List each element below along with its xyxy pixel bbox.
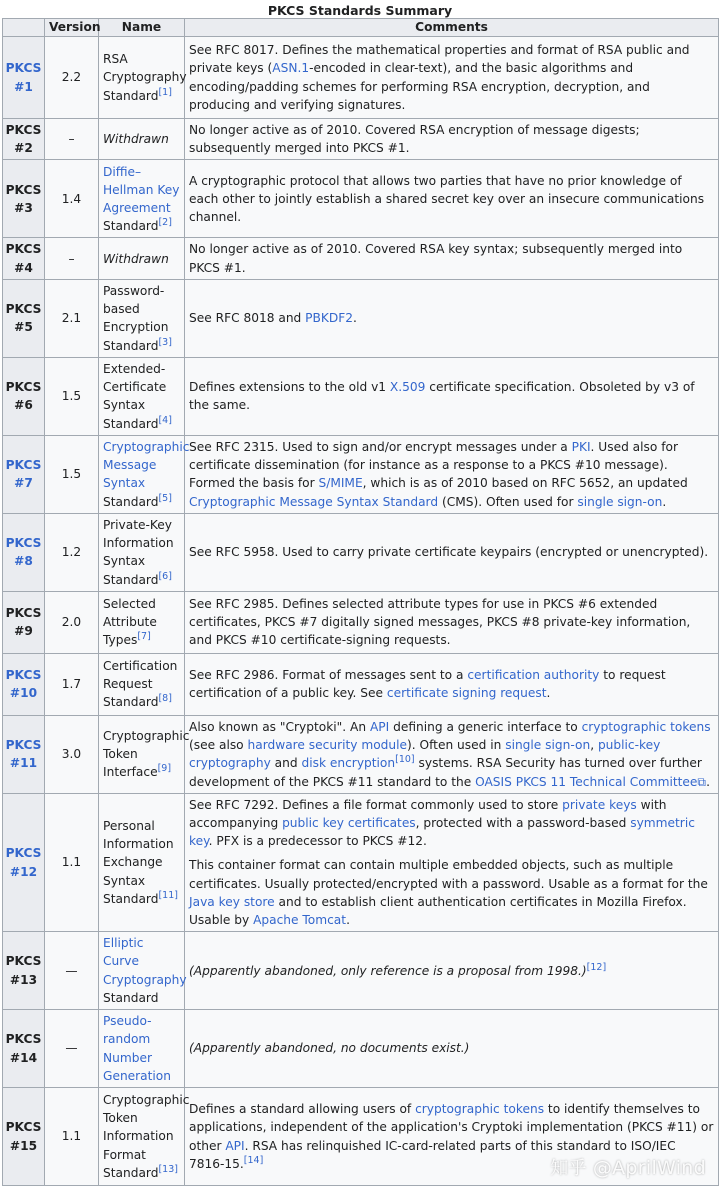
table-row (3, 238, 719, 279)
version-cell: 2.2 (45, 37, 99, 119)
version-cell: – (45, 119, 99, 160)
comment-link[interactable]: cryptographic tokens (415, 1102, 545, 1117)
comment-text: and (270, 756, 302, 771)
pkcs-cell (3, 435, 45, 513)
version-cell: 2.0 (45, 591, 99, 653)
name-cell (99, 715, 190, 793)
pkcs-id: PKCS #13 (5, 954, 42, 987)
comments-cell (185, 932, 719, 1010)
comments-cell (185, 591, 719, 653)
name-cell (99, 160, 185, 238)
comments-cell (185, 119, 719, 160)
table-row (3, 435, 719, 513)
version-cell: 3.0 (45, 715, 99, 793)
name-link[interactable]: Pseudo-random Number Generation (103, 1014, 171, 1083)
name-text: Cryptographic Token Information Format Standard (103, 1093, 190, 1180)
comments-cell (185, 238, 719, 279)
pkcs-cell (3, 513, 45, 591)
pkcs-table (2, 18, 719, 1186)
comment-link[interactable]: cryptographic tokens (581, 719, 711, 734)
comment-text: , (590, 738, 598, 753)
pkcs-cell (3, 238, 45, 279)
pkcs-id: PKCS #4 (5, 242, 42, 275)
comment-text: with accompanying (189, 797, 667, 831)
comment-link[interactable]: X.509 (389, 380, 426, 395)
pkcs-cell (3, 715, 45, 793)
table-row (3, 793, 719, 931)
table-row (3, 279, 719, 357)
citation-link[interactable]: [5] (158, 492, 172, 504)
comment-link[interactable]: Apache Tomcat (253, 913, 347, 928)
name-cell (99, 238, 185, 279)
citation-link[interactable]: [1] (158, 86, 172, 98)
pkcs-id: PKCS #6 (5, 380, 42, 413)
name-link[interactable]: Elliptic Curve Cryptography (103, 936, 187, 987)
table-row (3, 160, 719, 238)
comments-cell (185, 1088, 719, 1186)
comment-text: (Apparently abandoned, only reference is a proposal from 1998.) (189, 963, 587, 978)
version-cell: 1.1 (45, 1088, 99, 1186)
comment-text: . (346, 913, 350, 928)
comment-link[interactable]: hardware security module (247, 738, 407, 753)
comments-cell (185, 653, 719, 715)
pkcs-id-link[interactable]: PKCS #1 (5, 61, 42, 94)
table-row (3, 591, 719, 653)
name-cell (99, 357, 185, 435)
citation-link[interactable]: [7] (137, 631, 151, 643)
comment-link[interactable]: PBKDF2 (305, 311, 354, 326)
comment-text: A cryptographic protocol that allows two parties that have no prior knowledge of each other to jointly establish a shared secret key over an insecure communications channel. (189, 173, 705, 224)
table-row (3, 715, 719, 793)
name-cell (99, 932, 185, 1010)
name-link[interactable]: Cryptographic Message Syntax (103, 439, 190, 491)
header-version[interactable]: Version (45, 19, 99, 37)
comment-text: . Used also for certificate dissemination (for instance as a response to a PKCS #10 message). Formed the basis for (189, 439, 678, 491)
comment-text: systems. RSA Security has turned over further development of the PKCS #11 standard to the (189, 756, 702, 789)
citation-link[interactable]: [2] (158, 217, 172, 229)
name-cell (99, 513, 185, 591)
name-cell (99, 1088, 190, 1186)
pkcs-cell (3, 1010, 45, 1088)
comment-link[interactable]: certification authority (467, 668, 600, 683)
comment-text: See RFC 2986. Format of messages sent to a (189, 668, 468, 683)
pkcs-id-link[interactable]: PKCS #11 (5, 738, 42, 771)
citation-link[interactable]: [8] (158, 693, 172, 705)
pkcs-cell (3, 160, 45, 238)
comment-link[interactable]: PKI (571, 439, 591, 454)
comment-text: , protected with a password-based (415, 816, 631, 831)
name-cell (99, 1010, 185, 1088)
comment-link[interactable]: certificate signing request (386, 686, 547, 701)
pkcs-cell (3, 357, 45, 435)
comment-text: to request certification of a public key. See (189, 668, 666, 701)
table-row (3, 513, 719, 591)
citation-link[interactable]: [4] (158, 414, 172, 426)
pkcs-cell (3, 37, 45, 119)
comment-text: . (546, 686, 551, 701)
pkcs-id-link[interactable]: PKCS #12 (5, 846, 42, 879)
comment-text: -encoded in clear-text), and the basic algorithms and encoding/padding schemes for performing RSA encryption, decryption, and producing and verifying signatures. (189, 61, 650, 112)
name-cell (99, 793, 185, 931)
watermark-handle: @AprilWind (592, 1157, 706, 1180)
comments-paragraph (189, 856, 714, 929)
table-row (3, 1088, 719, 1186)
comment-text: . RSA has relinquished IC-card-related parts of this standard to ISO/IEC 7816-15. (189, 1138, 676, 1171)
comment-link[interactable]: ASN.1 (272, 61, 310, 76)
table-row (3, 932, 719, 1010)
citation-link[interactable]: [14] (243, 1154, 264, 1166)
table-row (3, 357, 719, 435)
comment-text: , which is as of 2010 based on RFC 5652, an updated (362, 476, 688, 491)
name-cell (99, 653, 185, 715)
version-cell: — (45, 1010, 99, 1088)
header-row (3, 19, 719, 37)
name-text: Certification Request Standard (103, 659, 178, 710)
comment-text: Defines a standard allowing users of (189, 1102, 416, 1117)
name-cell (99, 435, 190, 513)
comment-text: No longer active as of 2010. Covered RSA key syntax; subsequently merged into PKCS #1. (189, 242, 683, 275)
pkcs-id: PKCS #14 (5, 1032, 42, 1065)
version-cell: — (45, 932, 99, 1010)
comments-cell (185, 160, 719, 238)
table-body (3, 37, 719, 1186)
comment-text: . (706, 774, 710, 789)
citation-link[interactable]: [12] (586, 961, 607, 973)
comments-cell (185, 357, 719, 435)
comment-link[interactable]: Cryptographic Message Syntax Standard (189, 494, 439, 509)
pkcs-cell (3, 793, 45, 931)
comment-text: See RFC 7292. Defines a file format commonly used to store (189, 797, 563, 812)
header-comments[interactable]: Comments (185, 19, 719, 37)
pkcs-id: PKCS #3 (5, 182, 42, 215)
comment-text: No longer active as of 2010. Covered RSA encryption of message digests; subsequently merged into PKCS #1. (189, 123, 640, 156)
comment-link[interactable]: API (369, 719, 390, 734)
pkcs-id-link[interactable]: PKCS #8 (5, 536, 42, 569)
comment-text: (see also (189, 738, 248, 753)
comment-text: This container format can contain multiple embedded objects, such as multiple certificates. Usually protected/encrypted with a password. Usable as a format for the (189, 858, 708, 891)
comment-link[interactable]: public-key cryptography (189, 738, 661, 771)
comment-text: (Apparently abandoned, no documents exist.) (189, 1041, 470, 1056)
table-row (3, 37, 719, 119)
name-text: Extended-Certificate Syntax Standard (103, 361, 167, 431)
comments-cell (185, 1010, 719, 1088)
pkcs-cell (3, 591, 45, 653)
name-suffix: Standard (103, 219, 159, 234)
version-cell: 1.4 (45, 160, 99, 238)
comment-link[interactable]: disk encryption (301, 756, 396, 771)
table-caption: PKCS Standards Summary (267, 3, 453, 18)
header-name[interactable]: Name (99, 19, 185, 37)
comment-text: Defines extensions to the old v1 (189, 380, 390, 395)
comment-link[interactable]: symmetric key (189, 816, 695, 849)
pkcs-cell (3, 932, 45, 1010)
name-text: Withdrawn (103, 251, 169, 266)
comment-link[interactable]: single sign-on (505, 738, 591, 753)
comments-cell (185, 37, 719, 119)
comment-text: certificate specification. Obsoleted by v3 of the same. (189, 380, 695, 413)
version-cell: 1.1 (45, 793, 99, 931)
name-text: Password-based Encryption Standard (103, 283, 169, 353)
comment-text: Also known as "Cryptoki". An (189, 719, 370, 734)
name-cell (99, 591, 185, 653)
version-cell: 2.1 (45, 279, 99, 357)
name-suffix: Standard (103, 990, 159, 1005)
pkcs-id-link[interactable]: PKCS #7 (5, 458, 42, 491)
pkcs-id: PKCS #9 (5, 606, 42, 639)
version-cell: 1.5 (45, 435, 99, 513)
table-row (3, 119, 719, 160)
citation-link[interactable]: [3] (158, 336, 172, 348)
name-link[interactable]: Diffie–Hellman Key Agreement (103, 164, 180, 215)
comment-link[interactable]: API (225, 1138, 245, 1153)
name-text: Private-Key Information Syntax Standard (103, 517, 174, 587)
table-row (3, 653, 719, 715)
comment-link[interactable]: S/MIME (318, 476, 363, 491)
comment-text: See RFC 5958. Used to carry private certificate keypairs (encrypted or unencrypted). (189, 545, 709, 560)
pkcs-cell (3, 279, 45, 357)
pkcs-cell (3, 119, 45, 160)
comment-link[interactable]: ⧉ (697, 774, 707, 789)
header-pkcs (3, 19, 45, 37)
citation-link[interactable]: [6] (158, 570, 172, 582)
comment-link[interactable]: OASIS PKCS 11 Technical Committee (475, 774, 698, 789)
comment-text: . PFX is a predecessor to PKCS #12. (208, 834, 427, 849)
comment-text: See RFC 2315. Used to sign and/or encrypt messages under a (189, 439, 572, 454)
comment-text: See RFC 8018 and (189, 311, 306, 326)
pkcs-cell (3, 1088, 45, 1186)
pkcs-id: PKCS #2 (5, 123, 42, 156)
comment-link[interactable]: private keys (562, 797, 637, 812)
comment-text: defining a generic interface to (389, 719, 582, 734)
citation-link[interactable]: [9] (157, 763, 172, 775)
name-cell (99, 119, 185, 160)
page (2, 0, 718, 1186)
version-cell: 1.2 (45, 513, 99, 591)
comment-link[interactable]: public key certificates (282, 816, 416, 831)
comment-text: to identify themselves to applications, independent of the application's Cryptoki implementation (PKCS #11) or other (189, 1102, 714, 1153)
table-row (3, 1010, 719, 1088)
comment-text: ). Often used in (407, 738, 506, 753)
version-cell: – (45, 238, 99, 279)
comment-text: and to establish client authentication certificates in Mozilla Firefox. Usable by (189, 894, 687, 928)
name-cell (99, 37, 185, 119)
name-suffix: Standard (103, 494, 159, 509)
watermark-site: 知乎 (550, 1158, 587, 1180)
comments-cell (185, 513, 719, 591)
comments-cell (185, 715, 719, 793)
citation-link[interactable]: [13] (158, 1163, 178, 1175)
name-text: Personal Information Exchange Syntax Standard (103, 819, 174, 906)
pkcs-id-link[interactable]: PKCS #10 (5, 668, 42, 701)
name-cell (99, 279, 185, 357)
version-cell: 1.7 (45, 653, 99, 715)
name-text: Selected Attribute Types (103, 597, 157, 648)
comments-cell (185, 793, 719, 931)
comment-text: See RFC 8017. Defines the mathematical properties and format of RSA public and private keys ( (189, 43, 690, 76)
pkcs-id: PKCS #5 (5, 302, 42, 335)
pkcs-cell (3, 653, 45, 715)
citation-link[interactable]: [11] (158, 889, 178, 901)
comment-link[interactable]: single sign-on (577, 494, 663, 509)
comments-cell (185, 435, 719, 513)
name-text: Cryptographic Token Interface (103, 729, 190, 780)
comments-cell (185, 279, 719, 357)
version-cell: 1.5 (45, 357, 99, 435)
name-text: RSA Cryptography Standard (103, 52, 187, 103)
pkcs-id: PKCS #15 (5, 1120, 42, 1153)
comment-text: (CMS). Often used for (438, 494, 578, 509)
comment-text: . (662, 494, 667, 509)
citation-link[interactable]: [10] (395, 754, 415, 766)
comment-text: . (353, 311, 357, 326)
comment-text: See RFC 2985. Defines selected attribute types for use in PKCS #6 extended certificates, PKCS #7 digitally signed messages, PKCS #8 private-key information, and PKCS #10 certificate-signing requests. (189, 597, 691, 648)
comment-link[interactable]: Java key store (189, 894, 275, 909)
name-text: Withdrawn (103, 132, 169, 147)
